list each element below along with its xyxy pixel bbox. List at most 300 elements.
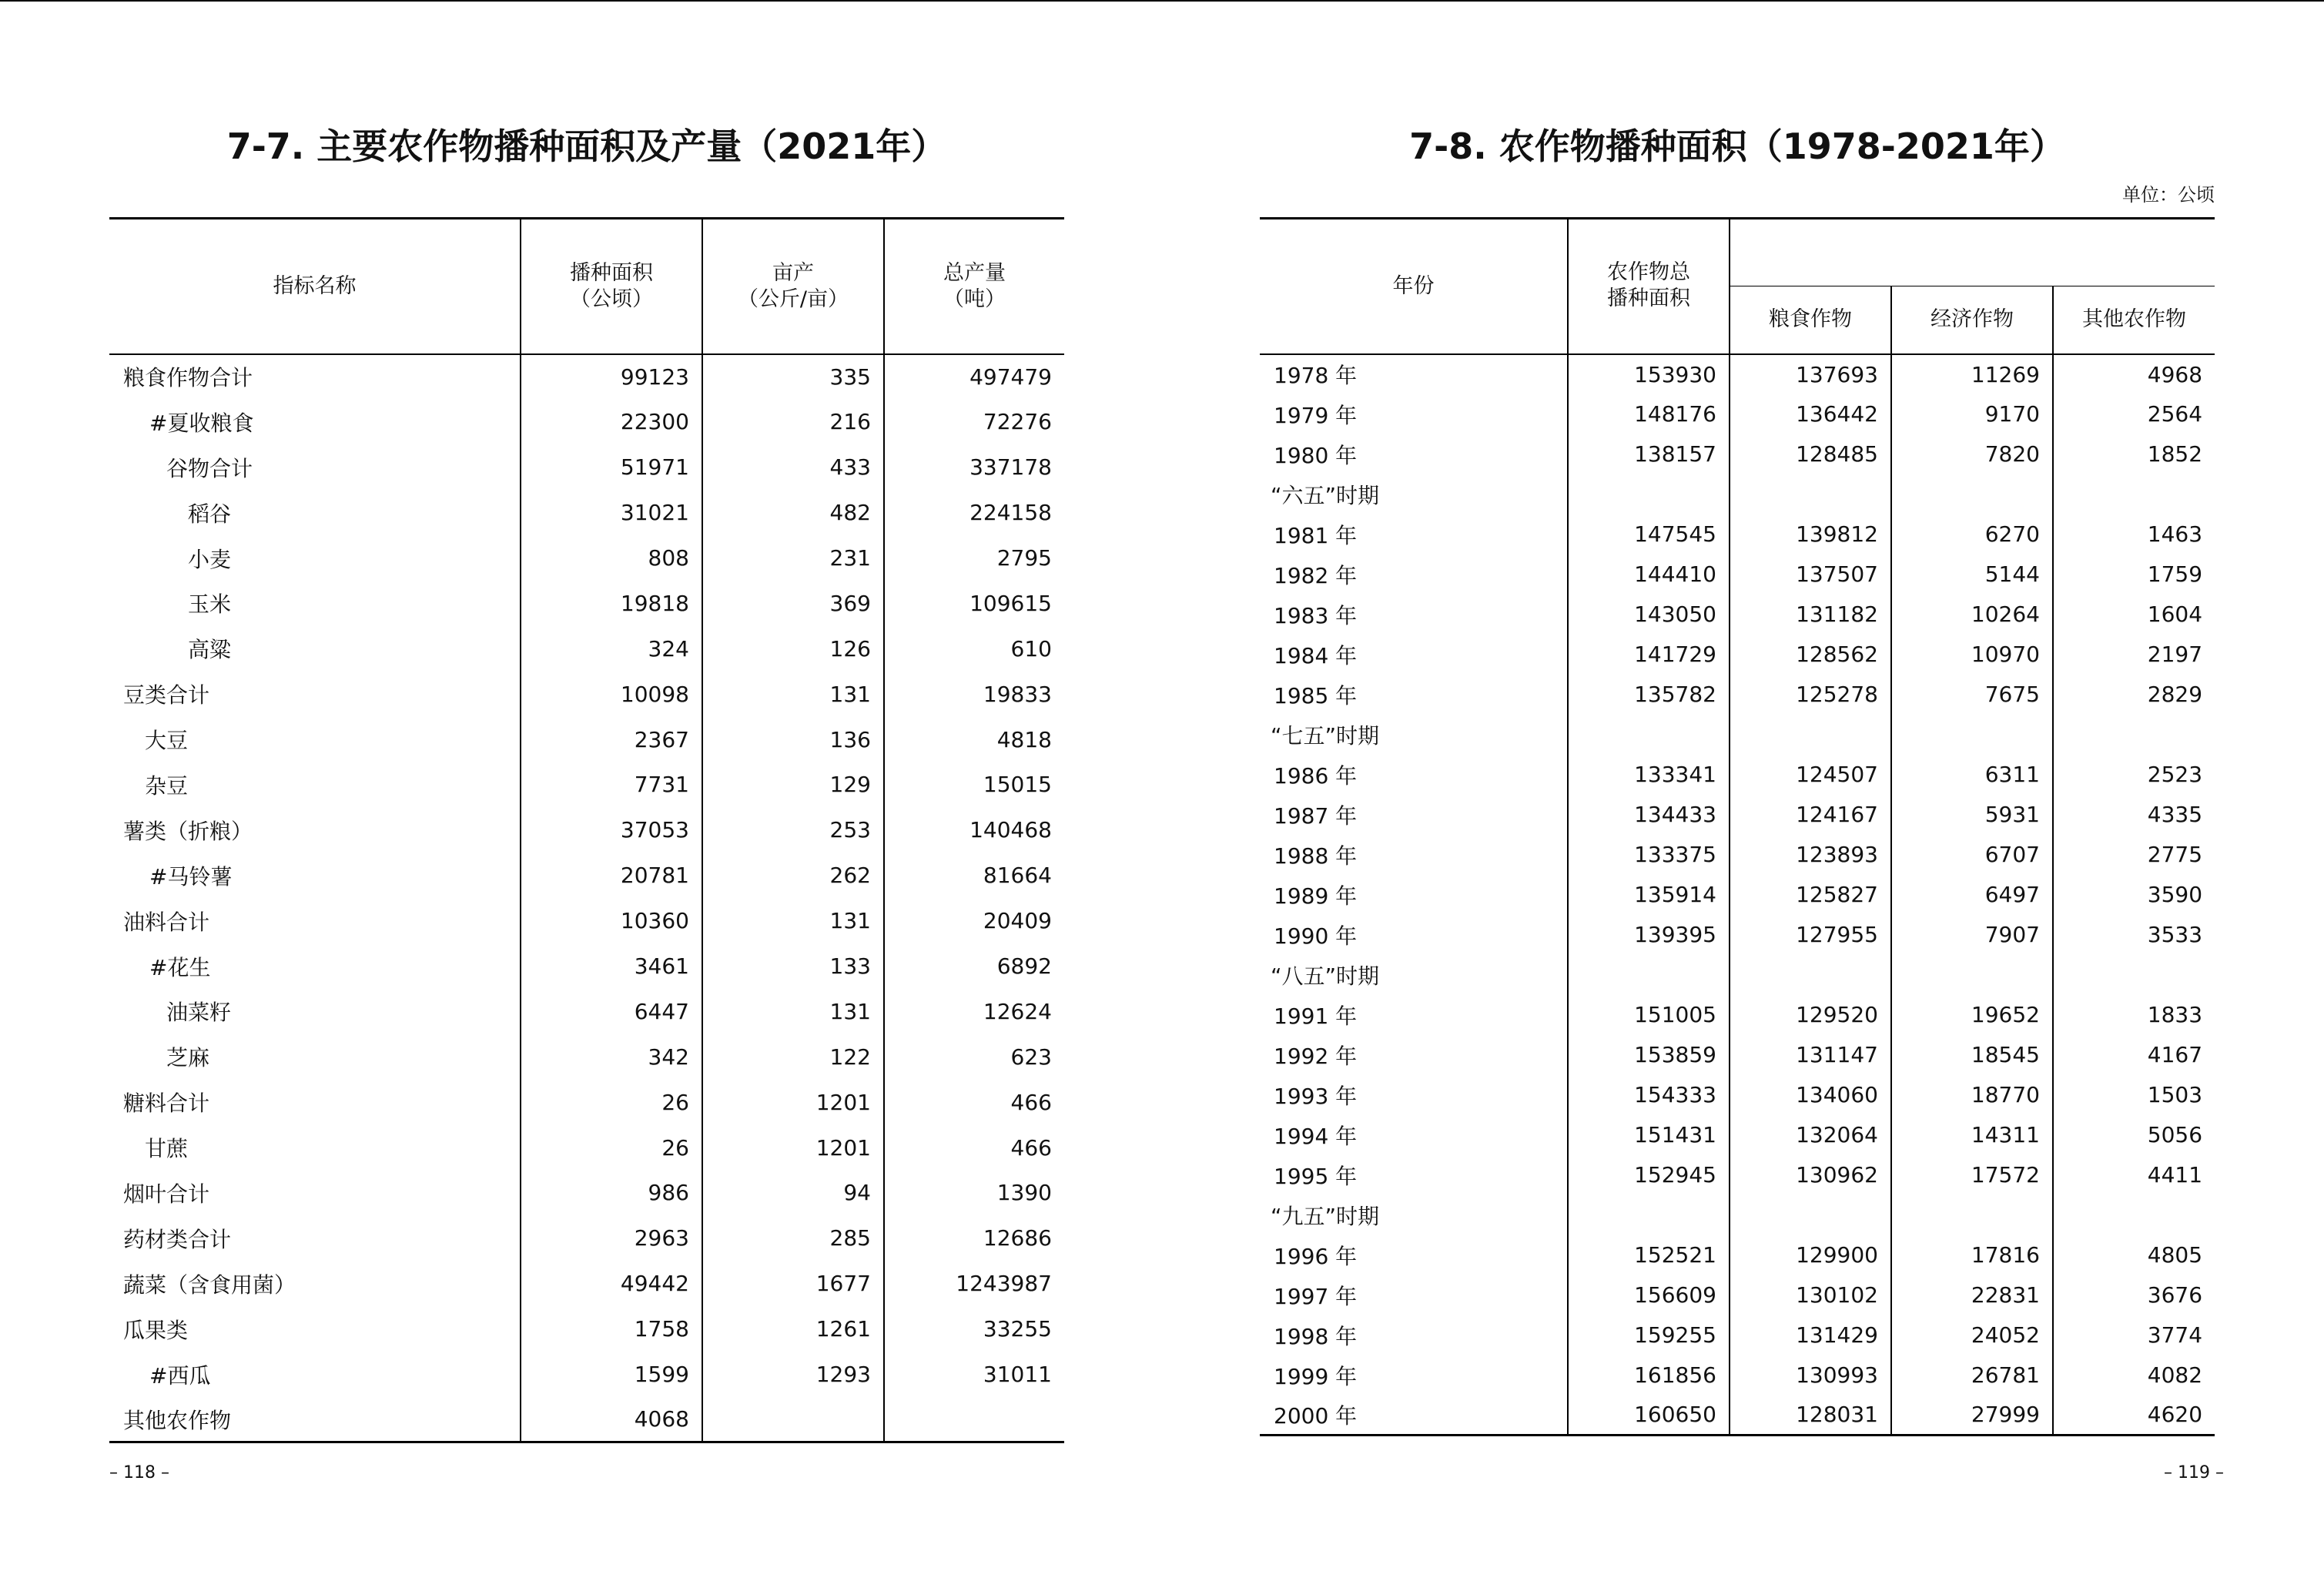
total-sown-area-value: 151005: [1568, 995, 1730, 1035]
sown-area-value: 342: [521, 1034, 702, 1080]
grain-crops-value: 130993: [1730, 1355, 1891, 1395]
unit-label: 单位：公顷: [2122, 184, 2215, 206]
left-page-title: 7-7. 主要农作物播种面积及产量（2021年）: [226, 126, 947, 167]
total-sown-area-value: 141729: [1568, 635, 1730, 675]
table-row: [109, 1261, 1064, 1306]
sown-area-value: 4068: [521, 1397, 702, 1442]
yield-value: 131: [702, 989, 884, 1034]
table-row: [109, 444, 1064, 490]
other-crops-value: 4411: [2053, 1155, 2215, 1195]
grain-crops-value: 134060: [1730, 1075, 1891, 1115]
total-sown-area-value: 139395: [1568, 915, 1730, 955]
table-row: [1260, 875, 2215, 915]
header-indicator-name: 指标名称: [273, 273, 357, 298]
table-row: [1260, 554, 2215, 595]
year-label: 1980 年: [1274, 442, 1358, 468]
table-row: [109, 943, 1064, 989]
grain-crops-value: 124507: [1730, 755, 1891, 795]
table-row: [109, 399, 1064, 444]
sown-area-value: 10098: [521, 672, 702, 717]
other-crops-value: 3533: [2053, 915, 2215, 955]
other-crops-value: 4082: [2053, 1355, 2215, 1395]
other-crops-value: 2197: [2053, 635, 2215, 675]
total-sown-area-value: 161856: [1568, 1355, 1730, 1395]
table-row: [109, 1125, 1064, 1171]
other-crops-value: 2829: [2053, 675, 2215, 715]
other-crops-value: 4167: [2053, 1035, 2215, 1075]
total-output-value: 6892: [884, 943, 1064, 989]
grain-crops-value: 128485: [1730, 434, 1891, 474]
other-crops-value: 4968: [2053, 354, 2215, 394]
table-row: [1260, 1115, 2215, 1155]
grain-crops-value: 131182: [1730, 595, 1891, 635]
table-row: [1260, 1395, 2215, 1436]
empty-cell: [1891, 474, 2053, 514]
indicator-name: 玉米: [188, 591, 232, 618]
indicator-name: 蔬菜（含食用菌）: [123, 1271, 296, 1298]
empty-cell: [1730, 955, 1891, 995]
sown-area-value: 51971: [521, 444, 702, 490]
table-row: [1260, 835, 2215, 875]
grain-crops-value: 125278: [1730, 675, 1891, 715]
year-label: 1999 年: [1274, 1363, 1358, 1389]
yield-value: 369: [702, 581, 884, 626]
grain-crops-value: 124167: [1730, 795, 1891, 835]
year-label: 1983 年: [1274, 602, 1358, 628]
table-row: [1260, 1075, 2215, 1115]
header-total-output: 总产量 （吨）: [884, 219, 1064, 354]
economic-crops-value: 18545: [1891, 1035, 2053, 1075]
table-row: [1260, 514, 2215, 554]
total-output-value: 497479: [884, 354, 1064, 400]
sown-area-value: 26: [521, 1080, 702, 1125]
grain-crops-value: 129900: [1730, 1235, 1891, 1275]
other-crops-value: 4805: [2053, 1235, 2215, 1275]
yield-value: 285: [702, 1215, 884, 1261]
grain-crops-value: 137507: [1730, 554, 1891, 595]
table-row: [1260, 1275, 2215, 1315]
indicator-name: 油菜籽: [166, 1000, 232, 1026]
year-label: 1986 年: [1274, 762, 1358, 789]
total-output-value: 31011: [884, 1352, 1064, 1397]
indicator-name: 芝麻: [166, 1045, 210, 1071]
total-output-value: 610: [884, 626, 1064, 672]
top-border: [0, 0, 2324, 2]
header-yield-per-mu: 亩产 （公斤/亩）: [702, 219, 884, 354]
sown-area-value: 22300: [521, 399, 702, 444]
header-grain-crops: 粮食作物: [1730, 286, 1891, 354]
yield-value: 482: [702, 490, 884, 535]
yield-value: 136: [702, 717, 884, 762]
sown-area-value: 49442: [521, 1261, 702, 1306]
empty-cell: [2053, 955, 2215, 995]
total-sown-area-value: 138157: [1568, 434, 1730, 474]
period-label: “六五”时期: [1271, 482, 1380, 508]
economic-crops-value: 9170: [1891, 394, 2053, 434]
table-row: [109, 1171, 1064, 1216]
indicator-name: 豆类合计: [123, 682, 210, 709]
economic-crops-value: 19652: [1891, 995, 2053, 1035]
other-crops-value: 2523: [2053, 755, 2215, 795]
indicator-name: 小麦: [188, 546, 232, 572]
right-table: [1260, 217, 2215, 1436]
sown-area-value: 808: [521, 535, 702, 581]
grain-crops-value: 137693: [1730, 354, 1891, 394]
table-row: [109, 989, 1064, 1034]
year-label: 1982 年: [1274, 562, 1358, 588]
table-row: [1260, 915, 2215, 955]
right-page-number: – 119 –: [2164, 1463, 2224, 1482]
table-row: [1260, 675, 2215, 715]
table-row: [109, 1080, 1064, 1125]
table-row: [1260, 354, 2215, 394]
indicator-name: 其他农作物: [123, 1407, 232, 1433]
sown-area-value: 324: [521, 626, 702, 672]
table-row: [109, 1215, 1064, 1261]
total-sown-area-value: 160650: [1568, 1395, 1730, 1436]
other-crops-value: 3590: [2053, 875, 2215, 915]
economic-crops-value: 7675: [1891, 675, 2053, 715]
indicator-name: 薯类（折粮）: [123, 818, 253, 844]
empty-cell: [1568, 715, 1730, 755]
year-label: 1991 年: [1274, 1003, 1358, 1029]
yield-value: 1293: [702, 1352, 884, 1397]
total-sown-area-value: 148176: [1568, 394, 1730, 434]
yield-value: 335: [702, 354, 884, 400]
year-label: 1994 年: [1274, 1123, 1358, 1149]
sown-area-value: 2367: [521, 717, 702, 762]
year-label: 1995 年: [1274, 1163, 1358, 1189]
other-crops-value: 3676: [2053, 1275, 2215, 1315]
year-label: 1996 年: [1274, 1243, 1358, 1269]
year-label: 1981 年: [1274, 522, 1358, 548]
other-crops-value: 1759: [2053, 554, 2215, 595]
other-crops-value: 5056: [2053, 1115, 2215, 1155]
total-sown-area-value: 135914: [1568, 875, 1730, 915]
sown-area-value: 37053: [521, 807, 702, 853]
yield-value: 1201: [702, 1080, 884, 1125]
yield-value: 131: [702, 672, 884, 717]
total-sown-area-value: 144410: [1568, 554, 1730, 595]
total-sown-area-value: 133341: [1568, 755, 1730, 795]
right-header-row-1: [1260, 219, 2215, 286]
grain-crops-value: 127955: [1730, 915, 1891, 955]
grain-crops-value: 130102: [1730, 1275, 1891, 1315]
indicator-name: 高粱: [188, 637, 232, 663]
yield-value: 126: [702, 626, 884, 672]
other-crops-value: 1503: [2053, 1075, 2215, 1115]
economic-crops-value: 17572: [1891, 1155, 2053, 1195]
total-sown-area-value: 159255: [1568, 1315, 1730, 1355]
sown-area-value: 986: [521, 1171, 702, 1216]
table-row: [109, 807, 1064, 853]
empty-cell: [2053, 715, 2215, 755]
economic-crops-value: 26781: [1891, 1355, 2053, 1395]
total-sown-area-value: 151431: [1568, 1115, 1730, 1155]
economic-crops-value: 6497: [1891, 875, 2053, 915]
total-output-value: 1243987: [884, 1261, 1064, 1306]
other-crops-value: 3774: [2053, 1315, 2215, 1355]
yield-value: 433: [702, 444, 884, 490]
table-row: [1260, 394, 2215, 434]
indicator-name: 稻谷: [188, 501, 232, 527]
empty-cell: [1891, 1195, 2053, 1235]
economic-crops-value: 11269: [1891, 354, 2053, 394]
total-sown-area-value: 135782: [1568, 675, 1730, 715]
period-label: “九五”时期: [1271, 1203, 1380, 1229]
header-year: 年份: [1260, 219, 1568, 354]
table-row: [109, 581, 1064, 626]
grain-crops-value: 123893: [1730, 835, 1891, 875]
header-other-crops: 其他农作物: [2053, 286, 2215, 354]
economic-crops-value: 6311: [1891, 755, 2053, 795]
total-sown-area-value: 153859: [1568, 1035, 1730, 1075]
total-output-value: 224158: [884, 490, 1064, 535]
left-table: [109, 217, 1064, 1443]
table-row: [1260, 795, 2215, 835]
sown-area-value: 10360: [521, 898, 702, 943]
yield-value: 122: [702, 1034, 884, 1080]
indicator-name: 瓜果类: [123, 1317, 189, 1343]
empty-cell: [2053, 1195, 2215, 1235]
sown-area-value: 6447: [521, 989, 702, 1034]
yield-value: [702, 1397, 884, 1442]
indicator-name: 烟叶合计: [123, 1181, 210, 1207]
total-output-value: 20409: [884, 898, 1064, 943]
year-label: 1979 年: [1274, 402, 1358, 428]
table-row: [109, 1034, 1064, 1080]
year-label: 1990 年: [1274, 923, 1358, 949]
grain-crops-value: 131429: [1730, 1315, 1891, 1355]
total-sown-area-value: 152521: [1568, 1235, 1730, 1275]
total-output-value: 623: [884, 1034, 1064, 1080]
sown-area-value: 2963: [521, 1215, 702, 1261]
total-output-value: 81664: [884, 853, 1064, 898]
table-row: [109, 1397, 1064, 1442]
sown-area-value: 3461: [521, 943, 702, 989]
economic-crops-value: 5931: [1891, 795, 2053, 835]
indicator-name: 油料合计: [123, 909, 210, 935]
year-label: 1984 年: [1274, 642, 1358, 668]
yield-value: 231: [702, 535, 884, 581]
other-crops-value: 2775: [2053, 835, 2215, 875]
year-label: 1985 年: [1274, 682, 1358, 709]
table-row: [109, 490, 1064, 535]
table-row: [109, 898, 1064, 943]
total-output-value: 2795: [884, 535, 1064, 581]
grain-crops-value: 131147: [1730, 1035, 1891, 1075]
indicator-name: #马铃薯: [149, 863, 233, 889]
economic-crops-value: 27999: [1891, 1395, 2053, 1436]
yield-value: 94: [702, 1171, 884, 1216]
total-output-value: [884, 1397, 1064, 1442]
grain-crops-value: 129520: [1730, 995, 1891, 1035]
indicator-name: #夏收粮食: [149, 410, 254, 436]
table-row: [1260, 1235, 2215, 1275]
header-sown-area: 播种面积 （公顷）: [521, 219, 702, 354]
table-row: [1260, 1355, 2215, 1395]
empty-cell: [1730, 715, 1891, 755]
sown-area-value: 7731: [521, 762, 702, 808]
empty-cell: [1730, 1195, 1891, 1235]
other-crops-value: 1833: [2053, 995, 2215, 1035]
other-crops-value: 1463: [2053, 514, 2215, 554]
indicator-name: 甘蔗: [145, 1136, 189, 1162]
table-row: [1260, 1315, 2215, 1355]
indicator-name: 药材类合计: [123, 1226, 232, 1252]
indicator-name: #西瓜: [149, 1362, 211, 1389]
other-crops-value: 1604: [2053, 595, 2215, 635]
period-label: “八五”时期: [1271, 963, 1380, 989]
table-row: [1260, 434, 2215, 474]
empty-cell: [1891, 955, 2053, 995]
year-label: 1988 年: [1274, 843, 1358, 869]
yield-value: 262: [702, 853, 884, 898]
grain-crops-value: 136442: [1730, 394, 1891, 434]
economic-crops-value: 7907: [1891, 915, 2053, 955]
grain-crops-value: 125827: [1730, 875, 1891, 915]
table-row: [109, 354, 1064, 400]
economic-crops-value: 7820: [1891, 434, 2053, 474]
other-crops-value: 2564: [2053, 394, 2215, 434]
year-label: 1989 年: [1274, 883, 1358, 909]
grain-crops-value: 128031: [1730, 1395, 1891, 1436]
economic-crops-value: 18770: [1891, 1075, 2053, 1115]
empty-cell: [1568, 955, 1730, 995]
header-economic-crops: 经济作物: [1891, 286, 2053, 354]
indicator-name: 粮食作物合计: [123, 365, 253, 391]
yield-value: 216: [702, 399, 884, 444]
table-row: [109, 1306, 1064, 1352]
sown-area-value: 31021: [521, 490, 702, 535]
grain-crops-value: 132064: [1730, 1115, 1891, 1155]
total-output-value: 4818: [884, 717, 1064, 762]
economic-crops-value: 5144: [1891, 554, 2053, 595]
table-row: [1260, 1155, 2215, 1195]
total-sown-area-value: 156609: [1568, 1275, 1730, 1315]
economic-crops-value: 6270: [1891, 514, 2053, 554]
table-row: [109, 672, 1064, 717]
period-label: “七五”时期: [1271, 722, 1380, 749]
total-sown-area-value: 143050: [1568, 595, 1730, 635]
indicator-name: 杂豆: [145, 772, 189, 799]
yield-value: 133: [702, 943, 884, 989]
total-output-value: 15015: [884, 762, 1064, 808]
sown-area-value: 20781: [521, 853, 702, 898]
total-output-value: 12686: [884, 1215, 1064, 1261]
economic-crops-value: 24052: [1891, 1315, 2053, 1355]
other-crops-value: 1852: [2053, 434, 2215, 474]
header-spacer: [1730, 219, 2215, 286]
year-label: 2000 年: [1274, 1402, 1358, 1429]
table-row: [1260, 755, 2215, 795]
table-row: [1260, 635, 2215, 675]
period-row: [1260, 474, 2215, 514]
yield-value: 129: [702, 762, 884, 808]
yield-value: 1261: [702, 1306, 884, 1352]
economic-crops-value: 10970: [1891, 635, 2053, 675]
total-output-value: 140468: [884, 807, 1064, 853]
empty-cell: [1568, 1195, 1730, 1235]
year-label: 1993 年: [1274, 1083, 1358, 1109]
sown-area-value: 1758: [521, 1306, 702, 1352]
table-row: [1260, 995, 2215, 1035]
table-row: [109, 626, 1064, 672]
economic-crops-value: 22831: [1891, 1275, 2053, 1315]
empty-cell: [2053, 474, 2215, 514]
year-label: 1998 年: [1274, 1323, 1358, 1349]
sown-area-value: 26: [521, 1125, 702, 1171]
total-output-value: 72276: [884, 399, 1064, 444]
total-sown-area-value: 154333: [1568, 1075, 1730, 1115]
total-output-value: 109615: [884, 581, 1064, 626]
year-label: 1987 年: [1274, 802, 1358, 829]
total-output-value: 1390: [884, 1171, 1064, 1216]
left-header-row: [109, 219, 1064, 354]
right-page-title: 7-8. 农作物播种面积（1978-2021年）: [1409, 126, 2065, 167]
period-row: [1260, 1195, 2215, 1235]
yield-value: 131: [702, 898, 884, 943]
year-label: 1992 年: [1274, 1043, 1358, 1069]
empty-cell: [1891, 715, 2053, 755]
period-row: [1260, 955, 2215, 995]
grain-crops-value: 130962: [1730, 1155, 1891, 1195]
yield-value: 1201: [702, 1125, 884, 1171]
indicator-name: #花生: [149, 954, 211, 980]
economic-crops-value: 6707: [1891, 835, 2053, 875]
economic-crops-value: 17816: [1891, 1235, 2053, 1275]
economic-crops-value: 10264: [1891, 595, 2053, 635]
table-row: [1260, 595, 2215, 635]
grain-crops-value: 128562: [1730, 635, 1891, 675]
header-total-sown-area: 农作物总 播种面积: [1568, 219, 1730, 354]
total-sown-area-value: 134433: [1568, 795, 1730, 835]
table-row: [109, 853, 1064, 898]
economic-crops-value: 14311: [1891, 1115, 2053, 1155]
sown-area-value: 1599: [521, 1352, 702, 1397]
yield-value: 253: [702, 807, 884, 853]
table-row: [109, 535, 1064, 581]
total-output-value: 33255: [884, 1306, 1064, 1352]
other-crops-value: 4335: [2053, 795, 2215, 835]
indicator-name: 糖料合计: [123, 1090, 210, 1117]
empty-cell: [1730, 474, 1891, 514]
grain-crops-value: 139812: [1730, 514, 1891, 554]
other-crops-value: 4620: [2053, 1395, 2215, 1436]
table-row: [109, 1352, 1064, 1397]
indicator-name: 谷物合计: [166, 455, 253, 481]
table-row: [109, 717, 1064, 762]
period-row: [1260, 715, 2215, 755]
year-label: 1978 年: [1274, 363, 1358, 388]
sown-area-value: 19818: [521, 581, 702, 626]
yield-value: 1677: [702, 1261, 884, 1306]
indicator-name: 大豆: [145, 728, 189, 754]
left-page-number: – 118 –: [109, 1463, 169, 1482]
total-output-value: 466: [884, 1125, 1064, 1171]
total-output-value: 12624: [884, 989, 1064, 1034]
total-output-value: 337178: [884, 444, 1064, 490]
total-sown-area-value: 133375: [1568, 835, 1730, 875]
sown-area-value: 99123: [521, 354, 702, 400]
total-output-value: 19833: [884, 672, 1064, 717]
total-sown-area-value: 147545: [1568, 514, 1730, 554]
total-output-value: 466: [884, 1080, 1064, 1125]
total-sown-area-value: 152945: [1568, 1155, 1730, 1195]
table-row: [109, 762, 1064, 808]
table-row: [1260, 1035, 2215, 1075]
total-sown-area-value: 153930: [1568, 354, 1730, 394]
